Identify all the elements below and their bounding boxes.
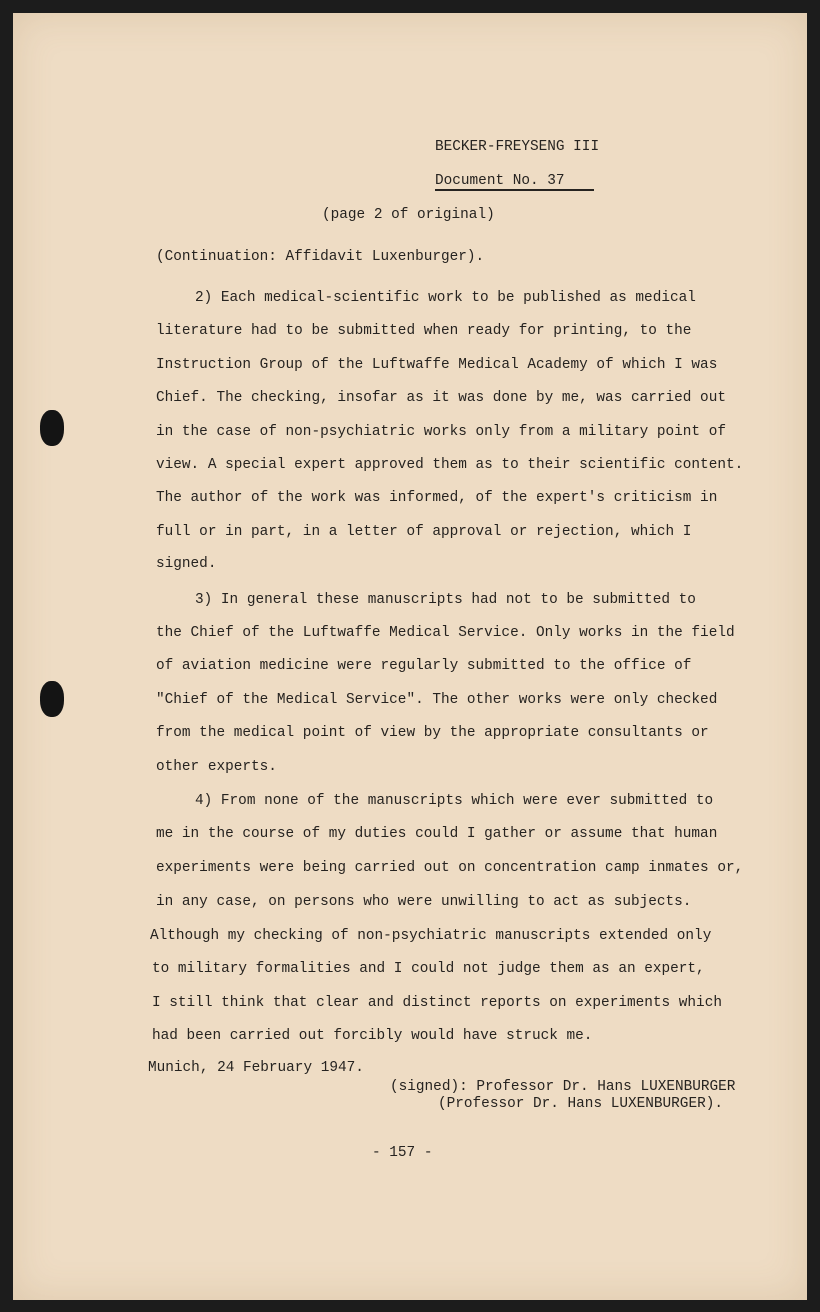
body-line: in the case of non-psychiatric works only from a military point of — [156, 424, 726, 440]
body-line: to military formalities and I could not judge them as an expert, — [152, 961, 705, 977]
body-line: in any case, on persons who were unwilling to act as subjects. — [156, 894, 692, 910]
continuation-heading: (Continuation: Affidavit Luxenburger). — [156, 249, 485, 265]
signature-signed: (signed): Professor Dr. Hans LUXENBURGER — [390, 1079, 736, 1095]
body-line: "Chief of the Medical Service". The other works were only checked — [156, 692, 718, 708]
body-line: full or in part, in a letter of approval or rejection, which I — [156, 524, 692, 540]
body-line: me in the course of my duties could I gather or assume that human — [156, 826, 718, 842]
body-line: I still think that clear and distinct reports on experiments which — [152, 995, 722, 1011]
body-line: view. A special expert approved them as to their scientific content. — [156, 457, 744, 473]
signature-typed-name: (Professor Dr. Hans LUXENBURGER). — [438, 1096, 723, 1112]
page-number: - 157 - — [372, 1145, 433, 1161]
body-line: of aviation medicine were regularly submitted to the office of — [156, 658, 692, 674]
body-line: other experts. — [156, 759, 277, 775]
date-line: Munich, 24 February 1947. — [148, 1060, 364, 1076]
body-line: 3) In general these manuscripts had not to be submitted to — [195, 592, 696, 608]
body-line: Instruction Group of the Luftwaffe Medical Academy of which I was — [156, 357, 718, 373]
body-line: experiments were being carried out on concentration camp inmates or, — [156, 860, 744, 876]
page-note: (page 2 of original) — [322, 207, 495, 223]
body-line: had been carried out forcibly would have struck me. — [152, 1028, 593, 1044]
body-line: literature had to be submitted when ready for printing, to the — [156, 323, 692, 339]
body-line: the Chief of the Luftwaffe Medical Service. Only works in the field — [156, 625, 735, 641]
body-line: Although my checking of non-psychiatric manuscripts extended only — [150, 928, 712, 944]
body-line: 2) Each medical-scientific work to be published as medical — [195, 290, 696, 306]
body-line: from the medical point of view by the appropriate consultants or — [156, 725, 709, 741]
binder-hole — [40, 681, 64, 717]
body-line: 4) From none of the manuscripts which were ever submitted to — [195, 793, 714, 809]
document-series-title: BECKER-FREYSENG III — [435, 139, 600, 155]
body-line: Chief. The checking, insofar as it was done by me, was carried out — [156, 390, 726, 406]
body-line: signed. — [156, 556, 217, 572]
document-number: Document No. 37 — [435, 173, 565, 189]
binder-hole — [40, 410, 64, 446]
document-number-underline — [435, 189, 594, 191]
body-line: The author of the work was informed, of the expert's criticism in — [156, 490, 718, 506]
